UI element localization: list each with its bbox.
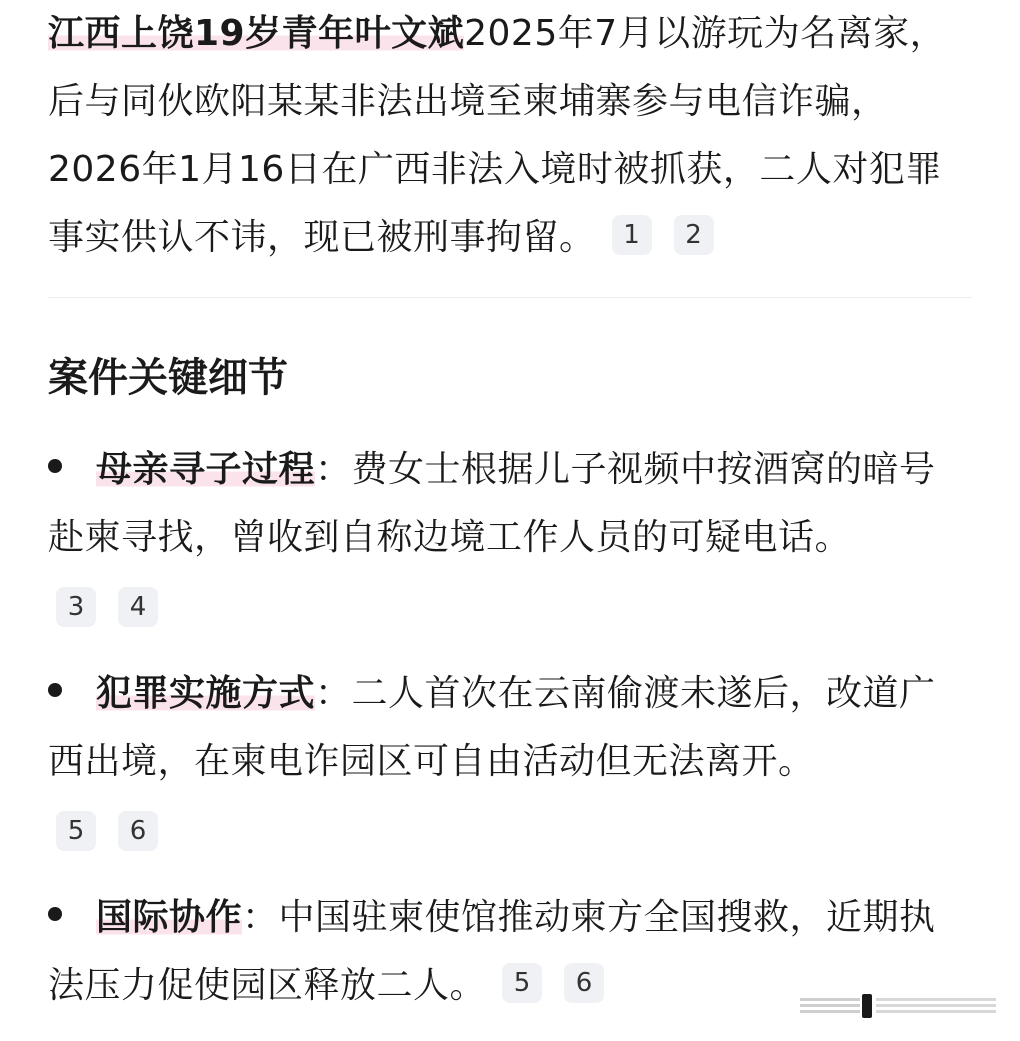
bullet-icon — [48, 683, 62, 697]
citation-2[interactable]: 2 — [674, 215, 714, 255]
item-text: ：二人首次在云南偷渡未遂后，改道广西出境，在柬电诈园区可自由活动但无法离开。 — [48, 673, 936, 782]
bullet-icon — [48, 459, 62, 473]
item-text: ：中国驻柬使馆推动柬方全国搜救，近期执法压力促使园区释放二人。 — [48, 897, 936, 1006]
citation-row — [48, 796, 972, 866]
item-label: 犯罪实施方式 — [96, 673, 316, 714]
summary-text: 2025年7月以游玩为名离家，后与同伙欧阳某某非法出境至柬埔寨参与电信诈骗，2026年1月16日在广西非法入境时被抓获，二人对犯罪事实供认不讳，现已被刑事拘留。 — [48, 13, 947, 258]
citation-1[interactable]: 1 — [612, 215, 652, 255]
scroll-indicator-icon — [800, 992, 1000, 1020]
citation-5[interactable]: 5 — [56, 811, 96, 851]
citation-5[interactable]: 5 — [502, 963, 542, 1003]
citation-6[interactable]: 6 — [564, 963, 604, 1003]
bullet-icon — [48, 907, 62, 921]
divider — [48, 297, 972, 298]
citation-6[interactable]: 6 — [118, 811, 158, 851]
list-item — [48, 436, 972, 642]
summary-highlight: 江西上饶19岁青年叶文斌 — [48, 13, 465, 54]
item-label: 国际协作 — [96, 897, 243, 938]
section-title: 案件关键细节 — [48, 355, 288, 401]
list-item — [48, 660, 972, 866]
citation-4[interactable]: 4 — [118, 587, 158, 627]
item-text: ：费女士根据儿子视频中按酒窝的暗号赴柬寻找，曾收到自称边境工作人员的可疑电话。 — [48, 449, 936, 558]
citation-3[interactable]: 3 — [56, 587, 96, 627]
citation-row — [48, 572, 972, 642]
item-label: 母亲寻子过程 — [96, 449, 316, 490]
summary-paragraph — [48, 0, 972, 272]
